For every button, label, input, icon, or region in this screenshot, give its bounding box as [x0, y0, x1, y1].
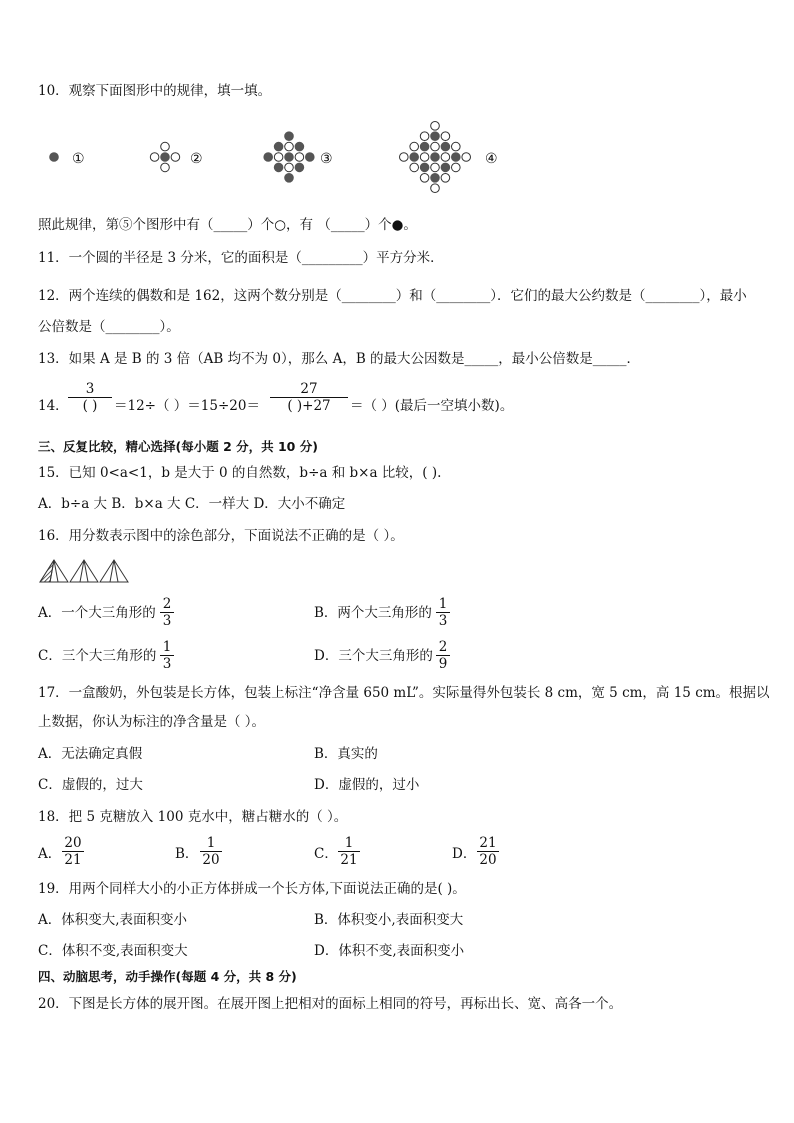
q14-fraction-1: 3 ( ) [68, 381, 112, 414]
pattern-dot [161, 153, 170, 162]
q16-option-b-fraction: $\frac{1}{3}$ [436, 596, 450, 629]
q20-stem: 20．下图是长方体的展开图。在展开图上把相对的面标上相同的符号，再标出长、宽、高各一个。 [38, 996, 623, 1012]
pattern-dot [274, 163, 283, 172]
pattern-dot [452, 142, 461, 151]
pattern-dot [306, 153, 315, 162]
pattern-dot [441, 142, 450, 151]
q13: 13．如果 A 是 B 的 3 倍（AB 均不为 0），那么 A，B 的最大公因数是_____，最小公倍数是_____． [38, 351, 641, 367]
pattern-dot [420, 174, 429, 183]
pattern-dot [462, 153, 471, 162]
section-4-heading: 四、动脑思考，动手操作(每题 4 分，共 8 分) [38, 969, 297, 984]
q17-option-d: D．虚假的，过小 [314, 777, 420, 793]
pattern-dot [410, 163, 419, 172]
pattern-dot [441, 153, 450, 162]
q19-option-a: A．体积变大,表面积变小 [38, 912, 188, 928]
q15-stem: 15．已知 0<a<1，b 是大于 0 的自然数，b÷a 和 b×a 比较，( ). [38, 465, 442, 481]
pattern-dot [285, 142, 294, 151]
q16-triangles-figure [38, 558, 138, 584]
pattern-dot [431, 163, 440, 172]
pattern-dot [431, 184, 440, 193]
pattern-dot [441, 163, 450, 172]
q10-figure-label-4: ④ [485, 151, 498, 167]
pattern-dot [410, 142, 419, 151]
q10-stem: 10．观察下面图形中的规律，填一填。 [38, 83, 272, 99]
q16-option-a: A．一个大三角形的 [38, 605, 156, 621]
q16-option-d: D．三个大三角形的 [314, 648, 433, 664]
q18-option-d-fraction: $\frac{21}{20}$ [477, 835, 499, 868]
pattern-dot [431, 174, 440, 183]
q18-option-b: B． [175, 846, 199, 862]
q10-figure-label-1: ① [72, 151, 85, 167]
pattern-dot [400, 153, 409, 162]
pattern-dot [274, 142, 283, 151]
q14-middle: ＝12÷（ ）＝15÷20＝ [114, 398, 260, 414]
pattern-dot [420, 132, 429, 141]
pattern-dot [452, 153, 461, 162]
pattern-dot [420, 153, 429, 162]
q16-option-b: B．两个大三角形的 [314, 605, 432, 621]
pattern-dot [452, 163, 461, 172]
pattern-dot [431, 142, 440, 151]
q19-option-c: C．体积不变,表面积变大 [38, 943, 188, 959]
pattern-dot [171, 153, 180, 162]
pattern-dot [441, 132, 450, 141]
pattern-dot [285, 153, 294, 162]
q18-option-d: D． [452, 846, 477, 862]
pattern-dot [161, 142, 170, 151]
q18-stem: 18．把 5 克糖放入 100 克水中，糖占糖水的（ ）。 [38, 809, 348, 825]
q18-option-c-fraction: $\frac{1}{21}$ [338, 835, 360, 868]
q15-options: A．b÷a 大 B．b×a 大 C．一样大 D．大小不确定 [38, 496, 346, 512]
pattern-dot [441, 174, 450, 183]
q17-option-a: A．无法确定真假 [38, 746, 143, 762]
q16-option-d-fraction: $\frac{2}{9}$ [436, 639, 450, 672]
q17-line2: 上数据，你认为标注的净含量是（ ）。 [38, 714, 266, 730]
q17-line1: 17．一盒酸奶，外包装是长方体，包装上标注“净含量 650 mL”。实际量得外包装长 8 cm，宽 5 cm，高 15 cm。根据以 [38, 685, 770, 701]
section-3-heading: 三、反复比较，精心选择(每小题 2 分，共 10 分) [38, 439, 318, 454]
q18-option-a: A． [38, 846, 62, 862]
pattern-dot [420, 163, 429, 172]
q18-option-c: C． [314, 846, 338, 862]
q19-stem: 19．用两个同样大小的小正方体拼成一个长方体,下面说法正确的是( )。 [38, 881, 466, 897]
pattern-dot [410, 153, 419, 162]
q16-option-c-fraction: $\frac{1}{3}$ [160, 639, 174, 672]
pattern-dot [285, 132, 294, 141]
q18-option-b-fraction: $\frac{1}{20}$ [200, 835, 222, 868]
pattern-dot [295, 153, 304, 162]
pattern-dot [431, 153, 440, 162]
pattern-dot [420, 142, 429, 151]
q14-fraction-2: $\frac{27}{( )+27}$ [270, 381, 348, 414]
q14-tail: ＝（ ）(最后一空填小数)。 [350, 398, 514, 414]
q12-line2: 公倍数是（________）。 [38, 319, 180, 335]
q12-line1: 12．两个连续的偶数和是 162，这两个数分别是（________）和（________）．它们的最大公约数是（________），最小 [38, 288, 747, 304]
pattern-dot [50, 153, 59, 162]
pattern-dot [431, 132, 440, 141]
q16-stem: 16．用分数表示图中的涂色部分，下面说法不正确的是（ ）。 [38, 528, 404, 544]
pattern-dot [161, 163, 170, 172]
pattern-dot [264, 153, 273, 162]
q11: 11．一个圆的半径是 3 分米，它的面积是（_________）平方分米． [38, 250, 444, 266]
q19-option-b: B．体积变小,表面积变大 [314, 912, 464, 928]
pattern-dot [274, 153, 283, 162]
q19-option-d: D．体积不变,表面积变小 [314, 943, 465, 959]
pattern-dot [295, 163, 304, 172]
q10-figure-label-2: ② [190, 151, 203, 167]
pattern-dot [295, 142, 304, 151]
q17-option-c: C．虚假的，过大 [38, 777, 143, 793]
pattern-dot [285, 163, 294, 172]
q18-option-a-fraction: $\frac{20}{21}$ [62, 835, 84, 868]
q16-option-c: C．三个大三角形的 [38, 648, 157, 664]
q16-option-a-fraction: $\frac{2}{3}$ [160, 596, 174, 629]
pattern-dot [150, 153, 159, 162]
q10-pattern-figures [0, 115, 794, 225]
q10-answer-line: 照此规律，第⑤个图形中有（_____）个○，有 （_____）个●。 [38, 217, 417, 233]
q17-option-b: B．真实的 [314, 746, 378, 762]
pattern-dot [285, 174, 294, 183]
q14-number: 14． [38, 398, 69, 414]
pattern-dot [431, 122, 440, 131]
q10-figure-label-3: ③ [320, 151, 333, 167]
